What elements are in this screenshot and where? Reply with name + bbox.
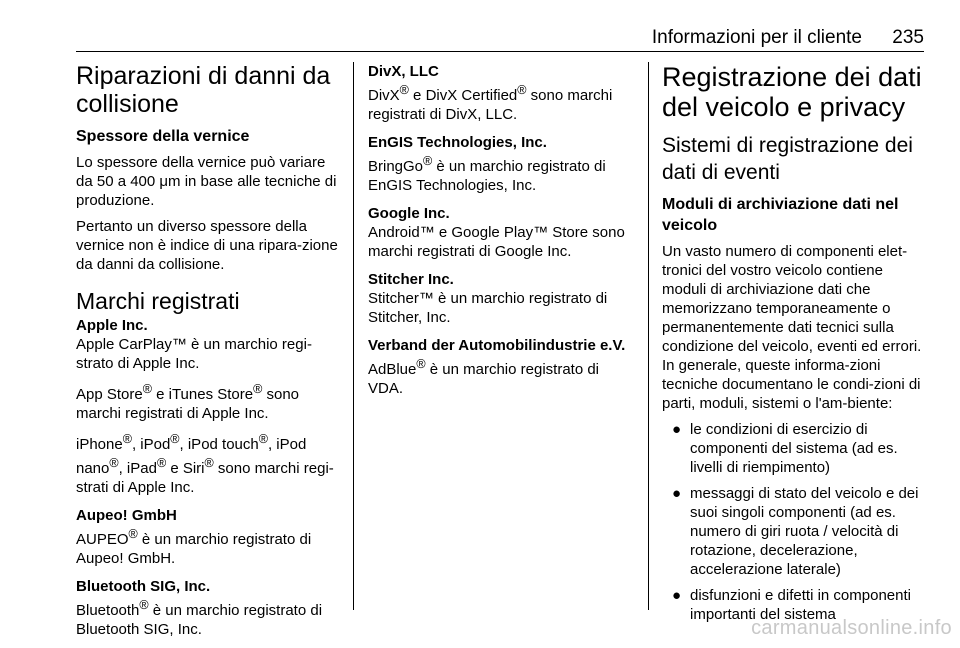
storage-paragraph: Un vasto numero di componenti elet-tronici del vostro veicolo contiene moduli di archiviazione dati che memorizzano temporaneamente o permanentemente dati tecnici sulla condizione del veicolo, eventi ed errori. In generale, queste informa-zioni tecniche documentano le condi-zioni di parti, moduli, sistemi o l'am-biente: (662, 243, 922, 412)
brand-name-divx: DivX, LLC (368, 63, 439, 80)
bullet-icon: ● (672, 421, 682, 438)
brand-google (368, 204, 634, 261)
divx-text: DivX® e DivX Certified® sono marchi registrati di DivX, LLC. (368, 83, 613, 123)
watermark: carmanualsonline.info (751, 617, 952, 639)
stitcher-text: Stitcher™ è un marchio registrato di Stitcher, Inc. (368, 290, 608, 326)
list-item: ● messaggi di stato del veicolo e dei suoi singoli componenti (ad es. numero di giri ruota / velocità di rotazione, decelerazione, accelerazione laterale) (672, 485, 919, 578)
column-divider-2 (648, 62, 649, 610)
bullet-icon: ● (672, 485, 682, 502)
data-bullet-list (662, 420, 924, 624)
brand-engis (368, 133, 634, 195)
brand-name-apple: Apple Inc. (76, 317, 148, 334)
list-item: ● disfunzioni e difetti in componenti importanti del sistema (672, 587, 911, 623)
column-divider-1 (353, 62, 354, 610)
page-number: 235 (892, 27, 924, 48)
brand-apple (76, 316, 344, 497)
bullet-icon: ● (672, 587, 682, 604)
subsubheading-storage-modules: Moduli di archiviazione dati nel veicolo (662, 196, 899, 234)
header-rule (76, 51, 924, 52)
paint-paragraph-1: Lo spessore della vernice può variare da 50 a 400 μm in base alle tecniche di produzione. (76, 154, 337, 209)
brand-divx (368, 62, 634, 124)
brand-stitcher (368, 270, 634, 327)
subheading-paint-thickness: Spessore della vernice (76, 128, 250, 145)
apple-text-1: Apple CarPlay™ è un marchio regi-strato di Apple Inc. (76, 336, 312, 372)
brand-name-aupeo: Aupeo! GmbH (76, 507, 177, 524)
brand-vda (368, 336, 634, 398)
brand-bluetooth (76, 577, 344, 639)
column-2 (368, 62, 634, 407)
google-text: Android™ e Google Play™ Store sono marchi registrati di Google Inc. (368, 224, 625, 260)
column-3 (662, 62, 924, 631)
bluetooth-text: Bluetooth® è un marchio registrato di Bluetooth SIG, Inc. (76, 598, 323, 638)
brand-name-engis: EnGIS Technologies, Inc. (368, 134, 547, 151)
brand-name-google: Google Inc. (368, 205, 450, 222)
vda-text: AdBlue® è un marchio registrato di VDA. (368, 357, 600, 397)
apple-text-3: iPhone®, iPod®, iPod touch®, iPod nano®, iPad® e Siri® sono marchi regi-strati di Apple Inc. (76, 432, 334, 496)
brand-name-bluetooth: Bluetooth SIG, Inc. (76, 578, 211, 595)
brand-name-vda: Verband der Automobilindustrie e.V. (368, 337, 626, 354)
subheading-event-recorders: Sistemi di registrazione dei dati di eventi (662, 134, 913, 184)
section-trademarks: Marchi registrati (76, 288, 240, 314)
header-title: Informazioni per il cliente (651, 27, 862, 48)
apple-text-2: App Store® e iTunes Store® sono marchi registrati di Apple Inc. (76, 382, 300, 422)
engis-text: BringGo® è un marchio registrato di EnGIS Technologies, Inc. (368, 154, 606, 194)
brand-name-stitcher: Stitcher Inc. (368, 271, 454, 288)
heading-data-recording: Registrazione dei dati del veicolo e privacy (662, 62, 922, 122)
column-1 (76, 62, 344, 648)
aupeo-text: AUPEO® è un marchio registrato di Aupeo! GmbH. (76, 527, 312, 567)
page-header (76, 28, 924, 48)
heading-collision-repair: Riparazioni di danni da collisione (76, 62, 331, 118)
list-item: ● le condizioni di esercizio di componenti del sistema (ad es. livelli di riempimento) (672, 421, 898, 476)
brand-aupeo (76, 506, 344, 568)
paint-paragraph-2: Pertanto un diverso spessore della vernice non è indice di una ripara-zione da danni da collisione. (76, 218, 338, 273)
